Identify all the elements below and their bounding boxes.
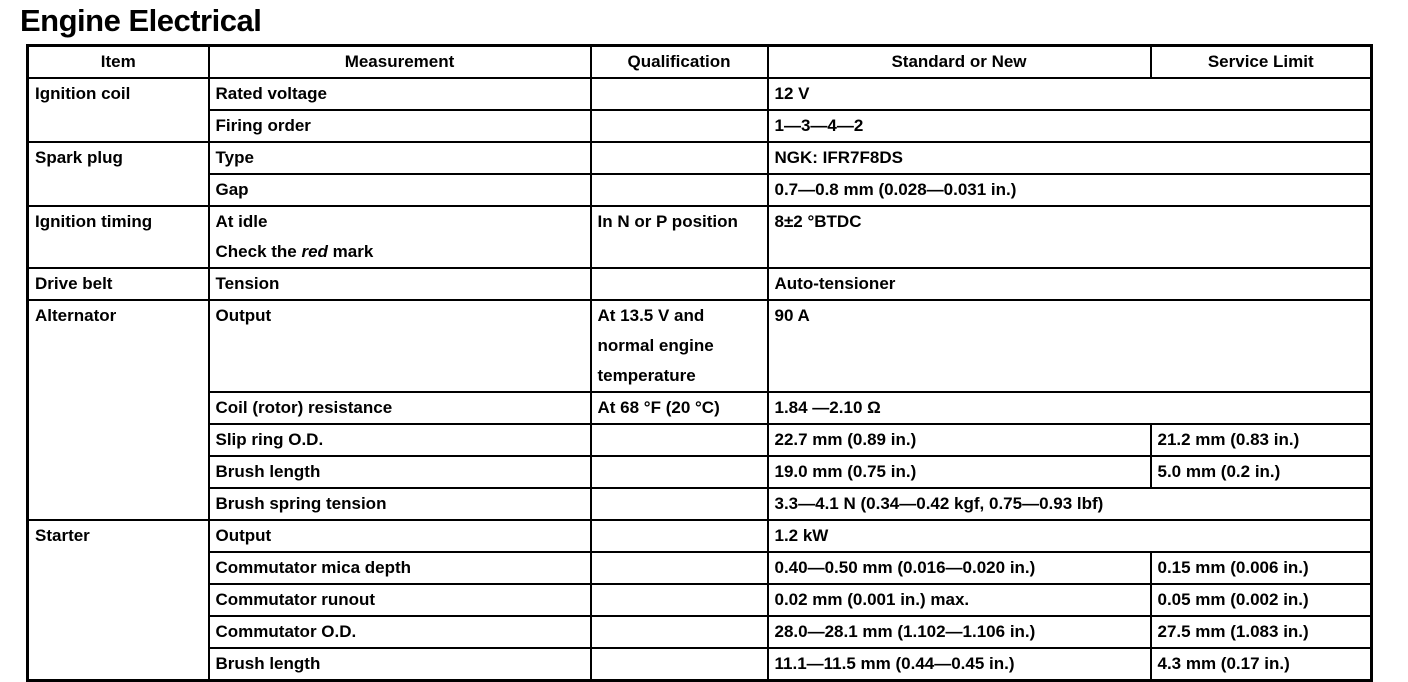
service-limit-cell: 27.5 mm (1.083 in.) bbox=[1151, 616, 1372, 648]
measurement-cell: Output bbox=[209, 300, 591, 392]
table-header-row bbox=[28, 46, 1372, 79]
table-row bbox=[28, 110, 1372, 142]
qualification-cell bbox=[591, 300, 768, 392]
service-limit-cell: 0.05 mm (0.002 in.) bbox=[1151, 584, 1372, 616]
qualification-cell bbox=[591, 648, 768, 681]
measurement-cell: Slip ring O.D. bbox=[209, 424, 591, 456]
service-limit-cell: 5.0 mm (0.2 in.) bbox=[1151, 456, 1372, 488]
standard-cell: NGK: IFR7F8DS bbox=[768, 142, 1372, 174]
table-row bbox=[28, 392, 1372, 424]
measurement-text: Check the bbox=[215, 242, 302, 261]
qualification-cell: In N or P position bbox=[591, 206, 768, 268]
measurement-cell: Coil (rotor) resistance bbox=[209, 392, 591, 424]
qualification-cell bbox=[591, 616, 768, 648]
standard-cell: 12 V bbox=[768, 78, 1372, 110]
standard-cell: 8±2 °BTDC bbox=[768, 206, 1372, 268]
header-measurement: Measurement bbox=[209, 46, 591, 79]
standard-cell: 1—3—4—2 bbox=[768, 110, 1372, 142]
qualification-cell bbox=[591, 268, 768, 300]
qualification-cell bbox=[591, 584, 768, 616]
table-row bbox=[28, 488, 1372, 520]
item-drive-belt: Drive belt bbox=[28, 268, 209, 300]
measurement-cell: Tension bbox=[209, 268, 591, 300]
table-row bbox=[28, 456, 1372, 488]
table-row bbox=[28, 268, 1372, 300]
standard-cell: 1.2 kW bbox=[768, 520, 1372, 552]
measurement-cell: Brush length bbox=[209, 648, 591, 681]
measurement-cell: Firing order bbox=[209, 110, 591, 142]
measurement-cell: Output bbox=[209, 520, 591, 552]
qualification-cell bbox=[591, 520, 768, 552]
qualification-line: temperature bbox=[597, 366, 696, 385]
qualification-cell: At 68 °F (20 °C) bbox=[591, 392, 768, 424]
qualification-cell bbox=[591, 488, 768, 520]
table-row bbox=[28, 584, 1372, 616]
measurement-line: At idle bbox=[215, 212, 268, 231]
measurement-cell: Commutator mica depth bbox=[209, 552, 591, 584]
standard-cell: 19.0 mm (0.75 in.) bbox=[768, 456, 1151, 488]
standard-cell: 0.40—0.50 mm (0.016—0.020 in.) bbox=[768, 552, 1151, 584]
service-limit-cell: 21.2 mm (0.83 in.) bbox=[1151, 424, 1372, 456]
measurement-cell bbox=[209, 206, 591, 268]
qualification-cell bbox=[591, 110, 768, 142]
standard-cell: 90 A bbox=[768, 300, 1372, 392]
table-row bbox=[28, 424, 1372, 456]
measurement-cell: Commutator runout bbox=[209, 584, 591, 616]
table-row bbox=[28, 142, 1372, 174]
page-title: Engine Electrical bbox=[20, 3, 262, 38]
header-service-limit: Service Limit bbox=[1151, 46, 1372, 79]
standard-cell: 11.1—11.5 mm (0.44—0.45 in.) bbox=[768, 648, 1151, 681]
qualification-line: normal engine bbox=[597, 336, 714, 355]
header-standard: Standard or New bbox=[768, 46, 1151, 79]
item-spark-plug: Spark plug bbox=[28, 142, 209, 206]
item-ignition-timing: Ignition timing bbox=[28, 206, 209, 268]
item-starter: Starter bbox=[28, 520, 209, 681]
table-row bbox=[28, 78, 1372, 110]
header-qualification: Qualification bbox=[591, 46, 768, 79]
table-row bbox=[28, 300, 1372, 392]
qualification-cell bbox=[591, 424, 768, 456]
measurement-cell: Rated voltage bbox=[209, 78, 591, 110]
measurement-cell: Type bbox=[209, 142, 591, 174]
qualification-cell bbox=[591, 456, 768, 488]
qualification-cell bbox=[591, 174, 768, 206]
table-row bbox=[28, 616, 1372, 648]
service-limit-cell: 4.3 mm (0.17 in.) bbox=[1151, 648, 1372, 681]
table-row bbox=[28, 552, 1372, 584]
standard-cell: Auto-tensioner bbox=[768, 268, 1372, 300]
table-row bbox=[28, 174, 1372, 206]
item-alternator: Alternator bbox=[28, 300, 209, 520]
standard-cell: 28.0—28.1 mm (1.102—1.106 in.) bbox=[768, 616, 1151, 648]
qualification-cell bbox=[591, 552, 768, 584]
measurement-cell: Brush length bbox=[209, 456, 591, 488]
measurement-text: mark bbox=[327, 242, 374, 261]
qualification-line: At 13.5 V and bbox=[597, 306, 705, 325]
qualification-cell bbox=[591, 142, 768, 174]
table-row bbox=[28, 206, 1372, 268]
table-row bbox=[28, 520, 1372, 552]
measurement-cell: Brush spring tension bbox=[209, 488, 591, 520]
qualification-cell bbox=[591, 78, 768, 110]
standard-cell: 3.3—4.1 N (0.34—0.42 kgf, 0.75—0.93 lbf) bbox=[768, 488, 1372, 520]
measurement-cell: Gap bbox=[209, 174, 591, 206]
standard-cell: 0.7—0.8 mm (0.028—0.031 in.) bbox=[768, 174, 1372, 206]
service-limit-cell: 0.15 mm (0.006 in.) bbox=[1151, 552, 1372, 584]
standard-cell: 0.02 mm (0.001 in.) max. bbox=[768, 584, 1151, 616]
engine-electrical-spec-table bbox=[26, 44, 1373, 682]
measurement-line bbox=[216, 237, 584, 267]
standard-cell: 22.7 mm (0.89 in.) bbox=[768, 424, 1151, 456]
measurement-cell: Commutator O.D. bbox=[209, 616, 591, 648]
item-ignition-coil: Ignition coil bbox=[28, 78, 209, 142]
table-row bbox=[28, 648, 1372, 681]
red-mark-text: red bbox=[301, 242, 328, 261]
header-item: Item bbox=[28, 46, 209, 79]
standard-cell: 1.84 —2.10 Ω bbox=[768, 392, 1372, 424]
